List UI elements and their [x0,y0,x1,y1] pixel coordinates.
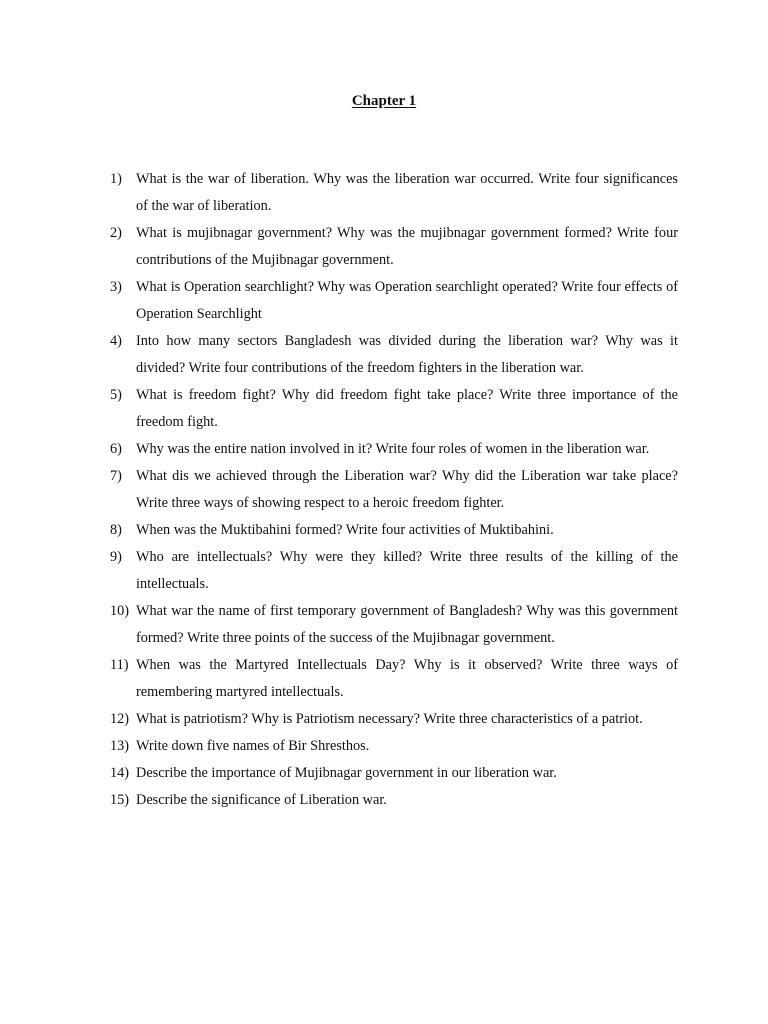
question-number: 11) [110,657,129,673]
question-number: 6) [110,441,122,457]
question-number: 14) [110,765,130,781]
question-text: What is the war of liberation. Why was the liberation war occurred. Write four significances of the war of liberation. [136,171,678,214]
question-item [110,733,678,760]
question-text: Into how many sectors Bangladesh was divided during the liberation war? Why was it divided? Write four contributions of the freedom fighters in the liberation war. [136,333,678,376]
question-item [110,220,678,274]
question-item [110,544,678,598]
question-item [110,787,678,814]
question-number: 10) [110,603,130,619]
question-item [110,382,678,436]
question-text: Describe the significance of Liberation war. [136,792,387,808]
question-number: 2) [110,225,122,241]
question-text: What dis we achieved through the Liberation war? Why did the Liberation war take place? Write three ways of showing respect to a heroic freedom fighter. [136,468,678,511]
question-text: What is freedom fight? Why did freedom fight take place? Write three importance of the freedom fight. [136,387,678,430]
question-item [110,517,678,544]
question-number: 4) [110,333,122,349]
question-number: 5) [110,387,122,403]
question-number: 3) [110,279,122,295]
question-number: 15) [110,792,130,808]
question-number: 7) [110,468,122,484]
question-number: 1) [110,171,122,187]
question-text: Why was the entire nation involved in it? Write four roles of women in the liberation war. [136,441,650,457]
question-number: 13) [110,738,130,754]
question-item [110,652,678,706]
question-number: 8) [110,522,122,538]
chapter-title-text: Chapter 1 [351,93,417,109]
question-number: 9) [110,549,122,565]
question-text: When was the Martyred Intellectuals Day? Why is it observed? Write three ways of remembering martyred intellectuals. [136,657,678,700]
question-item [110,598,678,652]
chapter-title [0,91,768,111]
question-number: 12) [110,711,130,727]
question-text: Describe the importance of Mujibnagar government in our liberation war. [136,765,557,781]
question-item [110,760,678,787]
question-item [110,328,678,382]
question-text: What is Operation searchlight? Why was Operation searchlight operated? Write four effects of Operation Searchlight [136,279,678,322]
question-text: Who are intellectuals? Why were they killed? Write three results of the killing of the intellectuals. [136,549,678,592]
question-text: What is mujibnagar government? Why was the mujibnagar government formed? Write four contributions of the Mujibnagar government. [136,225,678,268]
question-list [110,166,678,814]
question-item [110,274,678,328]
question-item [110,463,678,517]
question-item [110,436,678,463]
question-text: What is patriotism? Why is Patriotism necessary? Write three characteristics of a patriot. [136,711,643,727]
question-item [110,706,678,733]
question-text: Write down five names of Bir Shresthos. [136,738,370,754]
question-text: When was the Muktibahini formed? Write four activities of Muktibahini. [136,522,554,538]
question-text: What war the name of first temporary government of Bangladesh? Why was this government formed? Write three points of the success of the Mujibnagar government. [136,603,678,646]
question-item [110,166,678,220]
